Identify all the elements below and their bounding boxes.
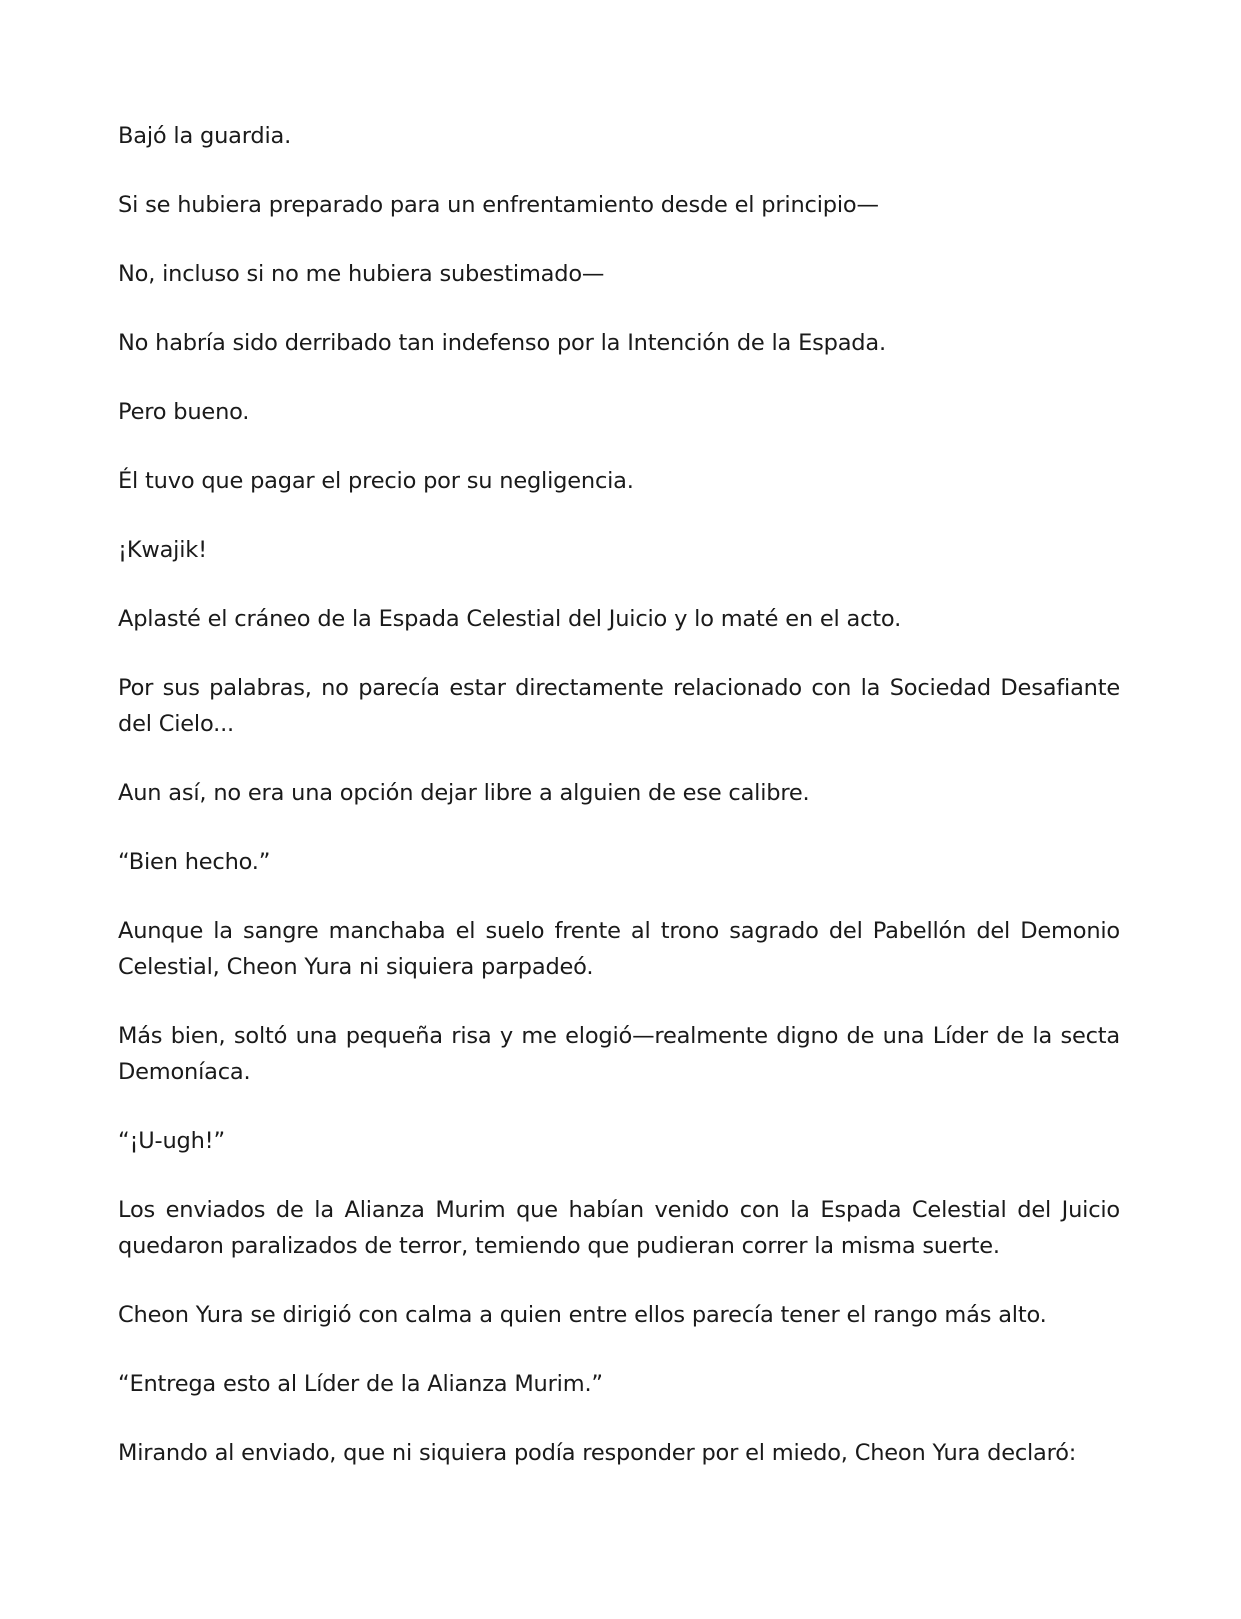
paragraph: Él tuvo que pagar el precio por su negligencia.: [118, 468, 634, 494]
body-text: [118, 118, 1120, 1504]
paragraph: ¡Kwajik!: [118, 537, 207, 563]
paragraph: Por sus palabras, no parecía estar directamente relacionado con la Sociedad Desafiante del Cielo...: [118, 675, 1120, 737]
paragraph: Aunque la sangre manchaba el suelo frente al trono sagrado del Pabellón del Demonio Celestial, Cheon Yura ni siquiera parpadeó.: [118, 918, 1120, 980]
paragraph: Si se hubiera preparado para un enfrentamiento desde el principio—: [118, 192, 879, 218]
paragraph: Pero bueno.: [118, 399, 250, 425]
paragraph: Más bien, soltó una pequeña risa y me elogió—realmente digno de una Líder de la secta Demoníaca.: [118, 1023, 1120, 1085]
paragraph: Mirando al enviado, que ni siquiera podía responder por el miedo, Cheon Yura declaró:: [118, 1440, 1077, 1466]
paragraph: No habría sido derribado tan indefenso por la Intención de la Espada.: [118, 330, 886, 356]
paragraph: No, incluso si no me hubiera subestimado—: [118, 261, 605, 287]
paragraph: “¡U-ugh!”: [118, 1128, 225, 1154]
paragraph: “Bien hecho.”: [118, 849, 271, 875]
paragraph: Cheon Yura se dirigió con calma a quien entre ellos parecía tener el rango más alto.: [118, 1302, 1047, 1328]
paragraph: Aun así, no era una opción dejar libre a alguien de ese calibre.: [118, 780, 810, 806]
paragraph: “Entrega esto al Líder de la Alianza Murim.”: [118, 1371, 603, 1397]
paragraph: Bajó la guardia.: [118, 123, 292, 149]
paragraph: Aplasté el cráneo de la Espada Celestial del Juicio y lo maté en el acto.: [118, 606, 902, 632]
paragraph: Los enviados de la Alianza Murim que habían venido con la Espada Celestial del Juicio quedaron paralizados de terror, temiendo que pudieran correr la misma suerte.: [118, 1197, 1120, 1259]
